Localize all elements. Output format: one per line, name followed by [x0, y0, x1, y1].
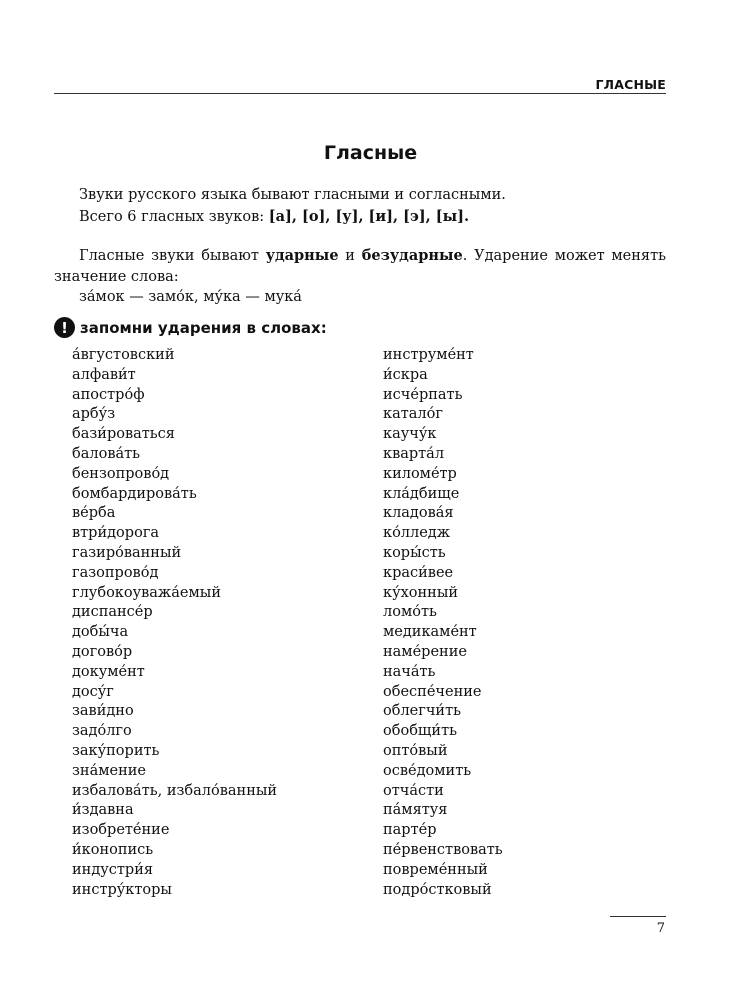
- word-item: осве́домить: [383, 762, 472, 779]
- stressed-term: ударные: [265, 247, 339, 264]
- word-item: пе́рвенствовать: [383, 841, 503, 858]
- word-item: инструме́нт: [383, 347, 474, 363]
- intro-line-2-prefix: Всего 6 гласных звуков:: [79, 209, 269, 225]
- example-dash-1: —: [124, 289, 149, 305]
- running-header: ГЛАСНЫЕ: [595, 77, 666, 92]
- word-item: наме́рение: [383, 643, 467, 660]
- word-item: обеспе́чение: [383, 683, 482, 700]
- word-item: исче́рпать: [383, 386, 463, 403]
- word-item: киломе́тр: [383, 465, 457, 482]
- intro-line-2: [79, 206, 469, 228]
- page-title: Гласные: [323, 142, 418, 164]
- word-item: краси́вее: [383, 564, 454, 581]
- word-item: па́мятуя: [383, 802, 448, 819]
- word-item: и́здавна: [72, 802, 134, 819]
- word-item: а́вгустовский: [72, 347, 175, 363]
- exclamation-icon: !: [54, 317, 75, 338]
- word-item: каучу́к: [383, 426, 437, 443]
- word-item: алфави́т: [72, 366, 136, 383]
- stress-paragraph: [54, 245, 666, 288]
- word-item: обобщи́ть: [383, 723, 457, 740]
- word-item: отча́сти: [383, 782, 444, 799]
- word-item: парте́р: [383, 822, 437, 839]
- word-item: арбу́з: [72, 406, 116, 423]
- example-word-1: за́мок: [79, 289, 125, 305]
- word-item: задо́лго: [72, 723, 132, 740]
- word-item: избалова́ть, избало́ванный: [72, 782, 278, 799]
- notice-text: запомни ударения в словах:: [80, 318, 327, 337]
- word-list-left: [72, 346, 277, 900]
- word-item: втри́дорога: [72, 525, 160, 542]
- word-item: изобрете́ние: [72, 822, 170, 839]
- stress-text-2: и: [338, 248, 362, 264]
- footer-divider: [610, 916, 666, 917]
- word-item: газопрово́д: [72, 564, 159, 581]
- word-item: и́конопись: [72, 841, 154, 858]
- page-number: 7: [656, 921, 665, 936]
- example-word-3: му́ка: [203, 289, 241, 305]
- word-item: добы́ча: [72, 624, 129, 641]
- stress-text-1: Гласные звуки бывают: [79, 248, 266, 264]
- word-item: бензопрово́д: [72, 465, 170, 482]
- word-item: медикаме́нт: [383, 624, 477, 641]
- word-item: повреме́нный: [383, 861, 488, 878]
- word-item: газиро́ванный: [72, 544, 182, 561]
- word-item: инстру́кторы: [72, 881, 172, 898]
- word-item: ку́хонный: [383, 584, 459, 601]
- word-item: глубокоуважа́емый: [72, 584, 221, 601]
- word-item: зави́дно: [72, 703, 134, 720]
- word-item: бомбардирова́ть: [72, 485, 197, 502]
- header-divider: [54, 93, 666, 94]
- vowel-list: [а], [о], [у], [и], [э], [ы].: [268, 208, 470, 225]
- example-comma: ,: [193, 289, 204, 305]
- word-item: индустри́я: [72, 861, 154, 878]
- word-item: коры́сть: [383, 544, 446, 561]
- word-item: и́скра: [383, 366, 428, 383]
- word-item: заку́порить: [72, 742, 160, 759]
- word-item: катало́г: [383, 406, 443, 423]
- example-word-2: замо́к: [148, 289, 194, 305]
- word-item: догово́р: [72, 643, 133, 660]
- example-word-4: мука́: [264, 289, 302, 305]
- word-item: опто́вый: [383, 742, 448, 759]
- word-item: досу́г: [72, 683, 114, 700]
- stress-text-3: . Ударение может менять значение слова:: [54, 248, 666, 285]
- word-item: кла́дбище: [383, 485, 460, 502]
- word-item: апостро́ф: [72, 386, 145, 403]
- word-item: ве́рба: [72, 505, 116, 522]
- word-item: зна́мение: [72, 762, 146, 779]
- word-item: балова́ть: [72, 445, 141, 462]
- notice-heading: [54, 317, 327, 338]
- word-item: докуме́нт: [72, 663, 145, 680]
- example-dash-2: —: [240, 289, 265, 305]
- word-item: диспансе́р: [72, 604, 153, 621]
- word-list-right: [383, 346, 503, 900]
- unstressed-term: безударные: [361, 247, 463, 264]
- word-item: подро́стковый: [383, 881, 492, 898]
- word-item: бази́роваться: [72, 426, 175, 443]
- word-item: кладова́я: [383, 505, 454, 522]
- word-item: облегчи́ть: [383, 703, 462, 720]
- word-item: ко́лледж: [383, 525, 451, 542]
- intro-line-1: Звуки русского языка бывают гласными и согласными.: [79, 187, 506, 203]
- stress-example: [79, 287, 302, 308]
- word-item: кварта́л: [383, 445, 445, 462]
- word-item: ломо́ть: [383, 604, 437, 621]
- word-item: нача́ть: [383, 663, 436, 680]
